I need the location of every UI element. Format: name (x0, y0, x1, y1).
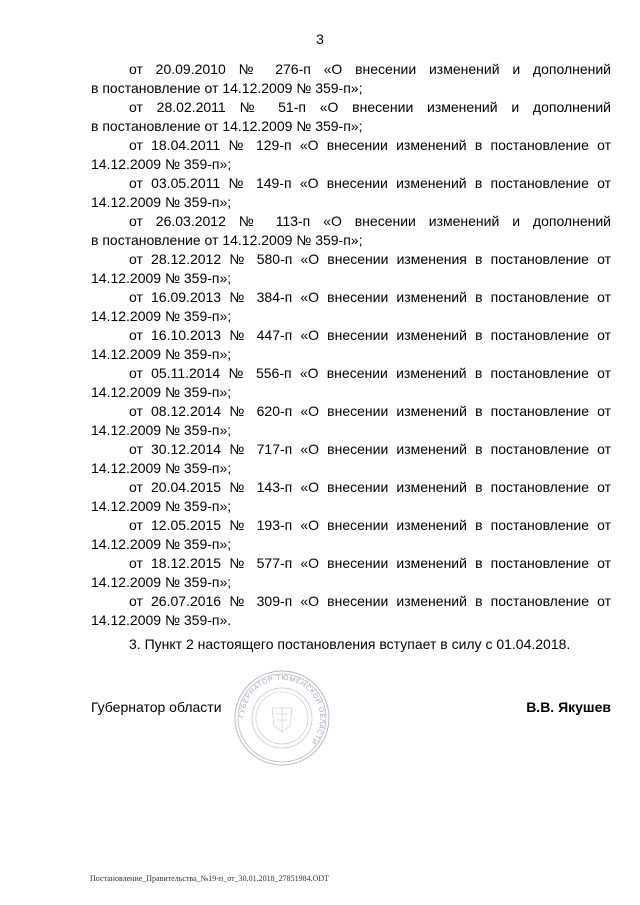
amendment-line-1: от 18.04.2011 № 129-п «О внесении изменений в постановление от (129, 137, 611, 153)
amendment-line-2: в постановление от 14.12.2009 № 359-п»; (91, 232, 363, 248)
amendment-line-1: от 28.02.2011 № 51-п «О внесении изменений и дополнений (129, 99, 611, 115)
list-item (91, 478, 611, 516)
amendment-line-1: от 26.03.2012 № 113-п «О внесении изменений и дополнений (129, 213, 611, 229)
point-3-paragraph: 3. Пункт 2 настоящего постановления вступает в силу с 01.04.2018. (129, 636, 571, 652)
amendment-line-2: в постановление от 14.12.2009 № 359-п»; (91, 118, 363, 134)
list-item (91, 516, 611, 554)
amendment-line-1: от 20.04.2015 № 143-п «О внесении изменений в постановление от (129, 479, 611, 495)
amendment-line-2: 14.12.2009 № 359-п»; (91, 194, 232, 210)
list-item (91, 554, 611, 592)
amendment-line-2: 14.12.2009 № 359-п»; (91, 574, 232, 590)
signature-block (91, 698, 611, 718)
signatory-position: Губернатор области (91, 699, 222, 715)
amendment-line-2: 14.12.2009 № 359-п»; (91, 346, 232, 362)
document-footer: Постановление_Правительства_№19-п_от_30.01.2018_27851984.ODT (90, 874, 330, 883)
amendment-line-2: 14.12.2009 № 359-п»; (91, 498, 232, 514)
amendment-line-1: от 05.11.2014 № 556-п «О внесении изменений в постановление от (129, 365, 611, 381)
amendment-line-2: 14.12.2009 № 359-п»; (91, 422, 232, 438)
amendments-list (91, 60, 611, 630)
official-seal-icon (232, 668, 332, 768)
list-item (91, 364, 611, 402)
amendment-line-2: 14.12.2009 № 359-п»; (91, 384, 232, 400)
list-item (91, 402, 611, 440)
list-item (91, 98, 611, 136)
seal-text: ГУБЕРНАТОР ТЮМЕНСКОЙ ОБЛАСТИ (238, 674, 326, 746)
list-item (91, 592, 611, 630)
list-item (91, 440, 611, 478)
signatory-name: В.В. Якушев (526, 699, 611, 715)
amendment-line-1: от 20.09.2010 № 276-п «О внесении изменений и дополнений (129, 61, 611, 77)
amendment-line-1: от 08.12.2014 № 620-п «О внесении изменений в постановление от (129, 403, 611, 419)
list-item (91, 326, 611, 364)
amendment-line-1: от 30.12.2014 № 717-п «О внесении изменений в постановление от (129, 441, 611, 457)
list-item (91, 136, 611, 174)
list-item (91, 212, 611, 250)
amendment-line-1: от 16.10.2013 № 447-п «О внесении изменений в постановление от (129, 327, 611, 343)
amendment-line-2: 14.12.2009 № 359-п»; (91, 536, 232, 552)
amendment-line-2: 14.12.2009 № 359-п»; (91, 270, 232, 286)
amendment-line-1: от 16.09.2013 № 384-п «О внесении изменений в постановление от (129, 289, 611, 305)
page-number: 3 (316, 31, 324, 47)
list-item (91, 60, 611, 98)
amendment-line-2: 14.12.2009 № 359-п»; (91, 156, 232, 172)
list-item (91, 174, 611, 212)
amendment-line-2: 14.12.2009 № 359-п»; (91, 460, 232, 476)
list-item (91, 250, 611, 288)
amendment-line-2: 14.12.2009 № 359-п»; (91, 308, 232, 324)
amendment-line-2: в постановление от 14.12.2009 № 359-п»; (91, 80, 363, 96)
amendment-line-1: от 26.07.2016 № 309-п «О внесении изменений в постановление от (129, 593, 611, 609)
amendment-line-1: от 28.12.2012 № 580-п «О внесении изменения в постановление от (129, 251, 611, 267)
amendment-line-2: 14.12.2009 № 359-п». (91, 612, 232, 628)
list-item (91, 288, 611, 326)
amendment-line-1: от 03.05.2011 № 149-п «О внесении изменений в постановление от (129, 175, 611, 191)
amendment-line-1: от 12.05.2015 № 193-п «О внесении изменений в постановление от (129, 517, 611, 533)
amendment-line-1: от 18.12.2015 № 577-п «О внесении изменений в постановление от (129, 555, 611, 571)
